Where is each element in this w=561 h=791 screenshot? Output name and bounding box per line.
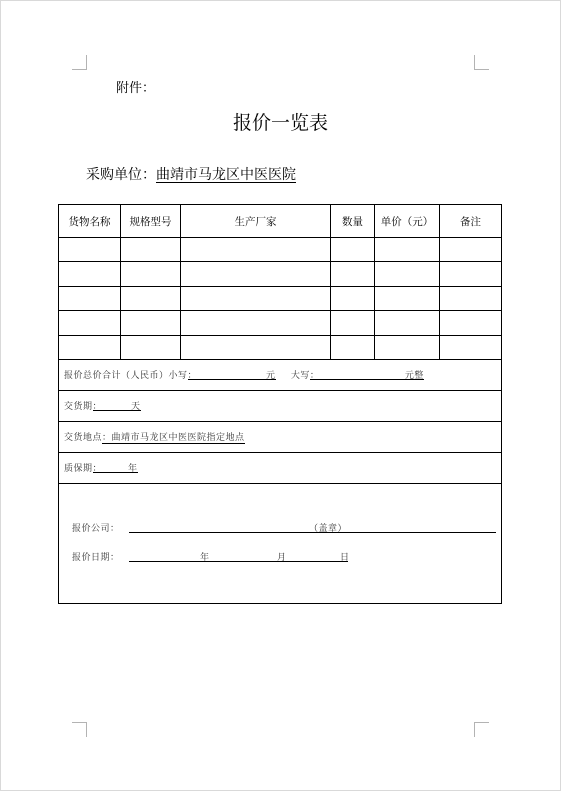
table-cell[interactable] — [181, 335, 331, 359]
delivery-label: 交货期 — [64, 402, 93, 413]
date-field[interactable] — [129, 561, 348, 562]
table-cell[interactable] — [440, 335, 502, 359]
table-cell[interactable] — [440, 311, 502, 335]
header-row — [59, 205, 502, 238]
location-colon: ： — [102, 432, 112, 443]
date-year: 年 — [200, 552, 210, 563]
table-cell[interactable] — [59, 311, 121, 335]
date-month: 月 — [277, 552, 287, 563]
location-value: 曲靖市马龙区中医医院指定地点 — [111, 432, 245, 443]
signature-row — [59, 483, 502, 603]
table-cell[interactable] — [121, 286, 181, 310]
quote-table — [58, 204, 502, 604]
purchaser-line — [86, 164, 296, 184]
table-cell[interactable] — [331, 311, 375, 335]
header-cell: 生产厂家 — [181, 205, 331, 238]
table-cell[interactable] — [375, 335, 440, 359]
table-cell[interactable] — [181, 286, 331, 310]
table-cell[interactable] — [121, 262, 181, 286]
table-cell[interactable] — [375, 238, 440, 262]
table-cell[interactable] — [331, 335, 375, 359]
location-label: 交货地点 — [64, 432, 103, 443]
date-label: 报价日期： — [72, 552, 120, 563]
header-cell: 规格型号 — [121, 205, 181, 238]
location-row — [59, 421, 502, 452]
total-colon: ： — [309, 371, 320, 382]
date-day: 日 — [340, 552, 350, 563]
header-cell: 数量 — [331, 205, 375, 238]
table-cell[interactable] — [59, 238, 121, 262]
total-unit-yuan: 元 — [266, 371, 276, 382]
table-cell[interactable] — [59, 335, 121, 359]
attachment-label: 附件： — [116, 81, 156, 96]
table-cell[interactable] — [121, 335, 181, 359]
signature-cell — [59, 483, 502, 603]
table-cell[interactable] — [375, 311, 440, 335]
table-cell[interactable] — [440, 286, 502, 310]
warranty-cell[interactable] — [59, 452, 502, 483]
table-row — [59, 286, 502, 310]
warranty-field[interactable] — [93, 461, 138, 473]
warranty-label: 质保期 — [64, 464, 93, 475]
delivery-row — [59, 390, 502, 421]
table-cell[interactable] — [121, 238, 181, 262]
table-cell[interactable] — [181, 311, 331, 335]
document-title: 报价一览表 — [232, 112, 328, 134]
crop-mark-top-right — [474, 55, 489, 70]
delivery-field[interactable] — [93, 399, 141, 411]
table-cell[interactable] — [121, 311, 181, 335]
delivery-cell[interactable] — [59, 390, 502, 421]
table-row — [59, 238, 502, 262]
total-cell[interactable] — [59, 359, 502, 390]
table-cell[interactable] — [59, 286, 121, 310]
table-cell[interactable] — [331, 238, 375, 262]
date-line — [59, 546, 501, 566]
location-cell[interactable] — [59, 421, 502, 452]
table-cell[interactable] — [59, 262, 121, 286]
company-line — [59, 517, 501, 537]
location-field[interactable] — [102, 430, 245, 444]
total-lower-field[interactable] — [188, 368, 276, 380]
table-row — [59, 262, 502, 286]
seal-text: （盖章） — [309, 523, 348, 534]
crop-mark-bottom-right — [474, 722, 489, 737]
total-unit-yuan-zheng: 元整 — [404, 371, 424, 382]
warranty-row — [59, 452, 502, 483]
table-cell[interactable] — [440, 262, 502, 286]
total-upper-label: 大写 — [290, 371, 310, 382]
header-cell: 备注 — [440, 205, 502, 238]
purchaser-label: 采购单位： — [86, 167, 156, 183]
delivery-colon: ： — [92, 402, 103, 413]
header-cell: 单价（元） — [375, 205, 440, 238]
total-colon: ： — [187, 371, 198, 382]
delivery-unit: 天 — [131, 402, 141, 413]
header-cell: 货物名称 — [59, 205, 121, 238]
warranty-colon: ： — [92, 464, 103, 475]
table-cell[interactable] — [331, 262, 375, 286]
crop-mark-bottom-left — [72, 722, 87, 737]
total-label: 报价总价合计（人民币）小写 — [64, 371, 188, 382]
table-cell[interactable] — [331, 286, 375, 310]
table-row — [59, 335, 502, 359]
total-row — [59, 359, 502, 390]
total-upper-field[interactable] — [310, 368, 424, 380]
warranty-unit: 年 — [128, 464, 138, 475]
crop-mark-top-left — [72, 55, 87, 70]
table-cell[interactable] — [181, 262, 331, 286]
table-row — [59, 311, 502, 335]
table-cell[interactable] — [375, 262, 440, 286]
purchaser-value: 曲靖市马龙区中医医院 — [156, 167, 296, 183]
company-label: 报价公司： — [72, 523, 120, 534]
table-cell[interactable] — [440, 238, 502, 262]
table-cell[interactable] — [375, 286, 440, 310]
table-cell[interactable] — [181, 238, 331, 262]
